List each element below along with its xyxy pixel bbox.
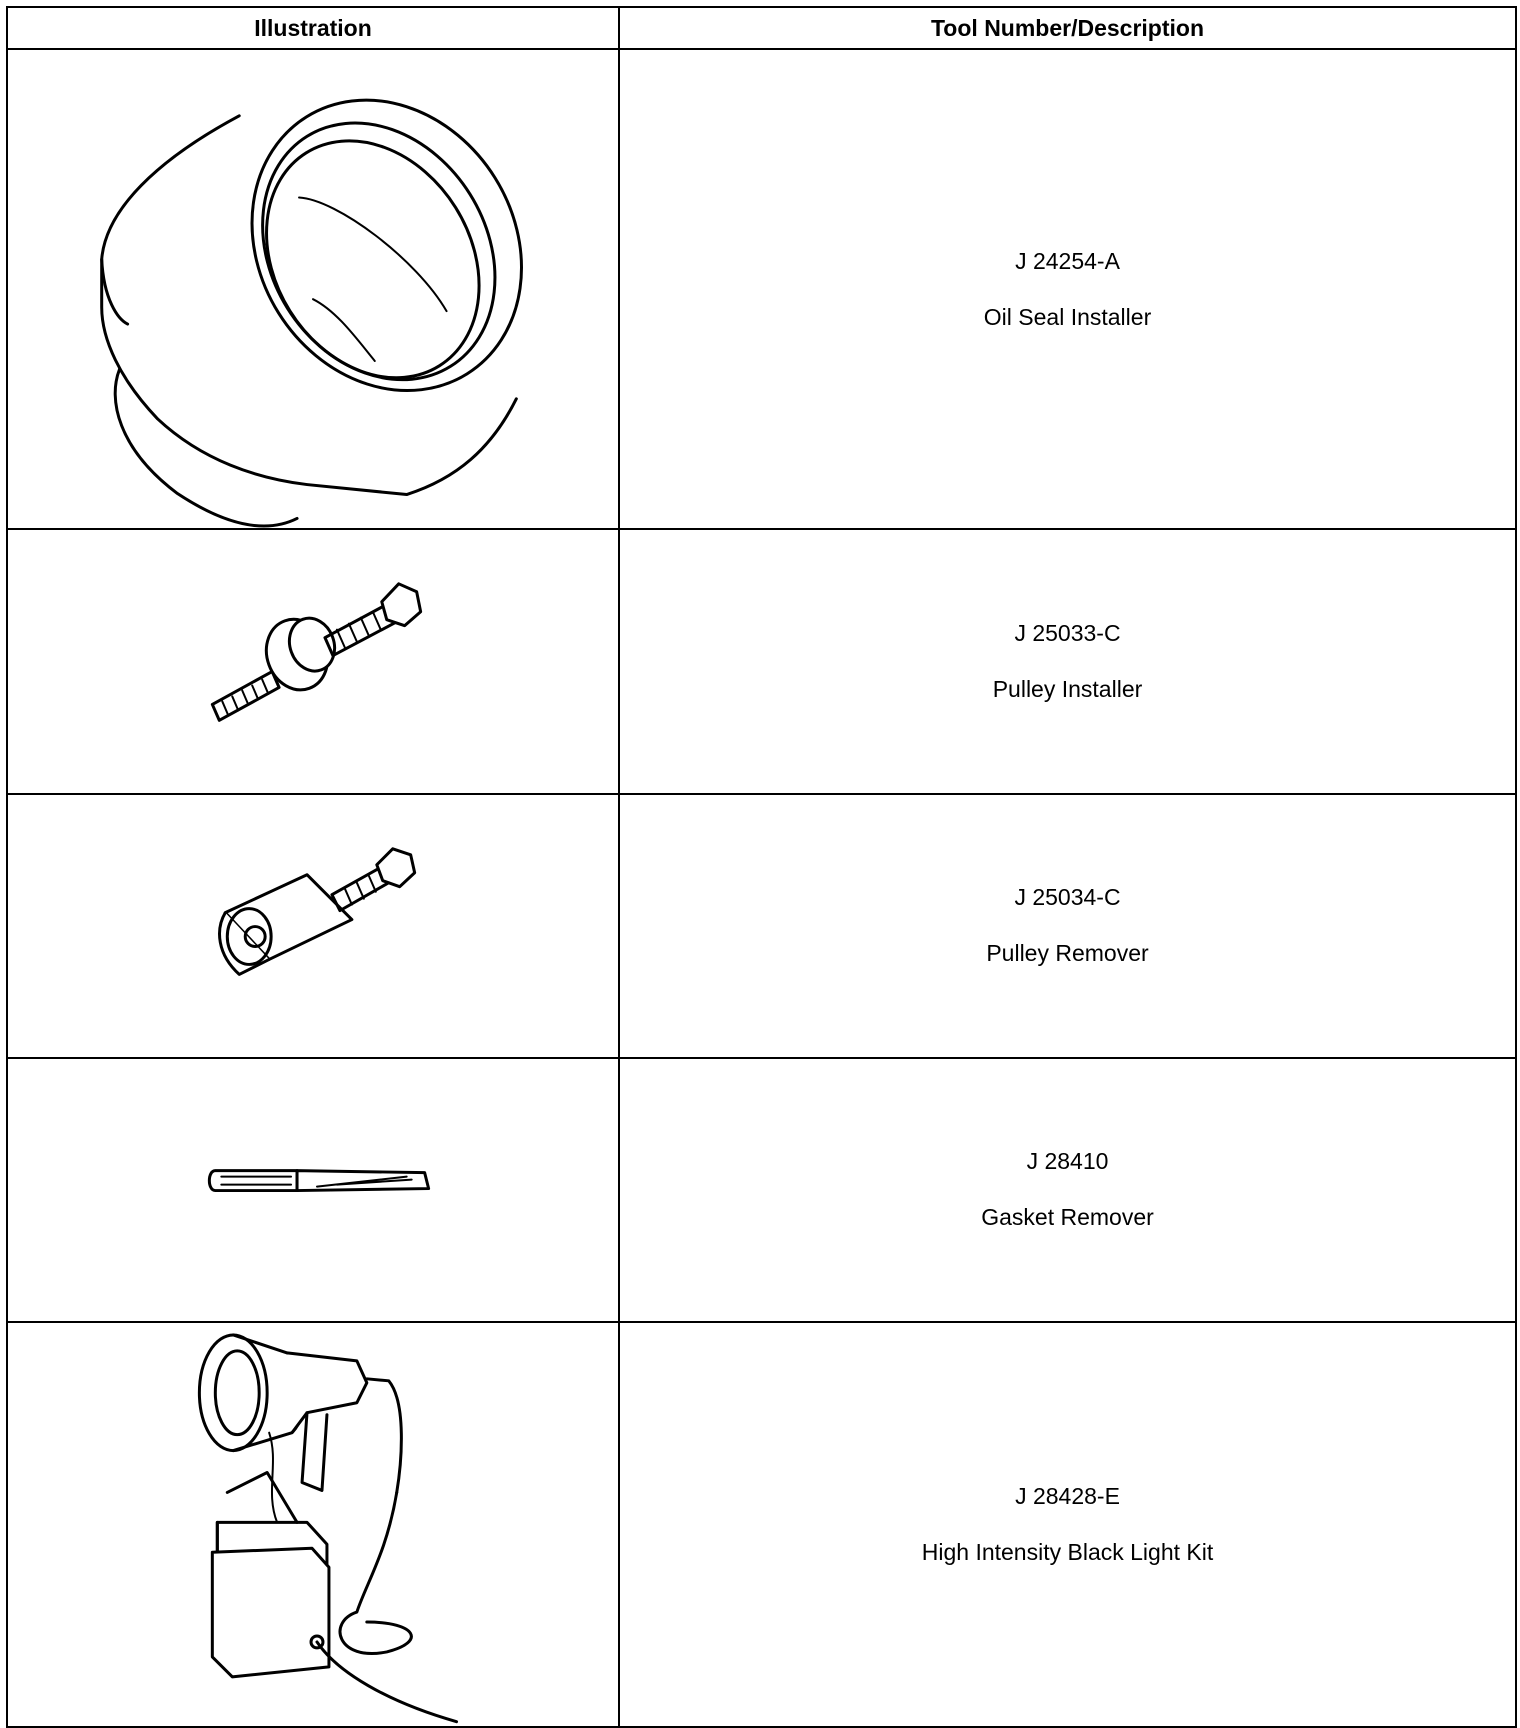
illustration-cell (7, 1058, 619, 1322)
table-row (7, 529, 1516, 793)
tool-number: J 25033-C (1014, 619, 1121, 646)
tool-header: Tool Number/Description (619, 7, 1516, 49)
gasket-remover-icon (8, 1059, 618, 1321)
tools-table (6, 6, 1517, 1728)
tool-description: High Intensity Black Light Kit (921, 1539, 1214, 1566)
black-light-kit-icon (8, 1323, 618, 1727)
description-cell (619, 529, 1516, 793)
table-row (7, 794, 1516, 1058)
pulley-installer-icon (8, 530, 618, 792)
pulley-remover-icon (8, 795, 618, 1057)
illustration-cell (7, 794, 619, 1058)
tool-number: J 25034-C (1014, 884, 1121, 911)
oil-seal-installer-icon (8, 50, 618, 528)
description-cell (619, 49, 1516, 529)
tool-description: Pulley Installer (992, 675, 1143, 702)
tool-number: J 28410 (1026, 1148, 1109, 1175)
tool-number: J 28428-E (1015, 1483, 1120, 1510)
illustration-cell (7, 49, 619, 529)
table-row (7, 1322, 1516, 1728)
tool-description: Gasket Remover (981, 1204, 1154, 1231)
tool-number: J 24254-A (1015, 247, 1120, 274)
description-cell (619, 794, 1516, 1058)
tool-description: Pulley Remover (986, 940, 1149, 967)
description-cell (619, 1058, 1516, 1322)
illustration-cell (7, 529, 619, 793)
illustration-cell (7, 1322, 619, 1728)
illustration-header: Illustration (7, 7, 619, 49)
table-row (7, 49, 1516, 529)
description-cell (619, 1322, 1516, 1728)
table-row (7, 1058, 1516, 1322)
header-row (7, 7, 1516, 49)
tool-description: Oil Seal Installer (983, 303, 1152, 330)
